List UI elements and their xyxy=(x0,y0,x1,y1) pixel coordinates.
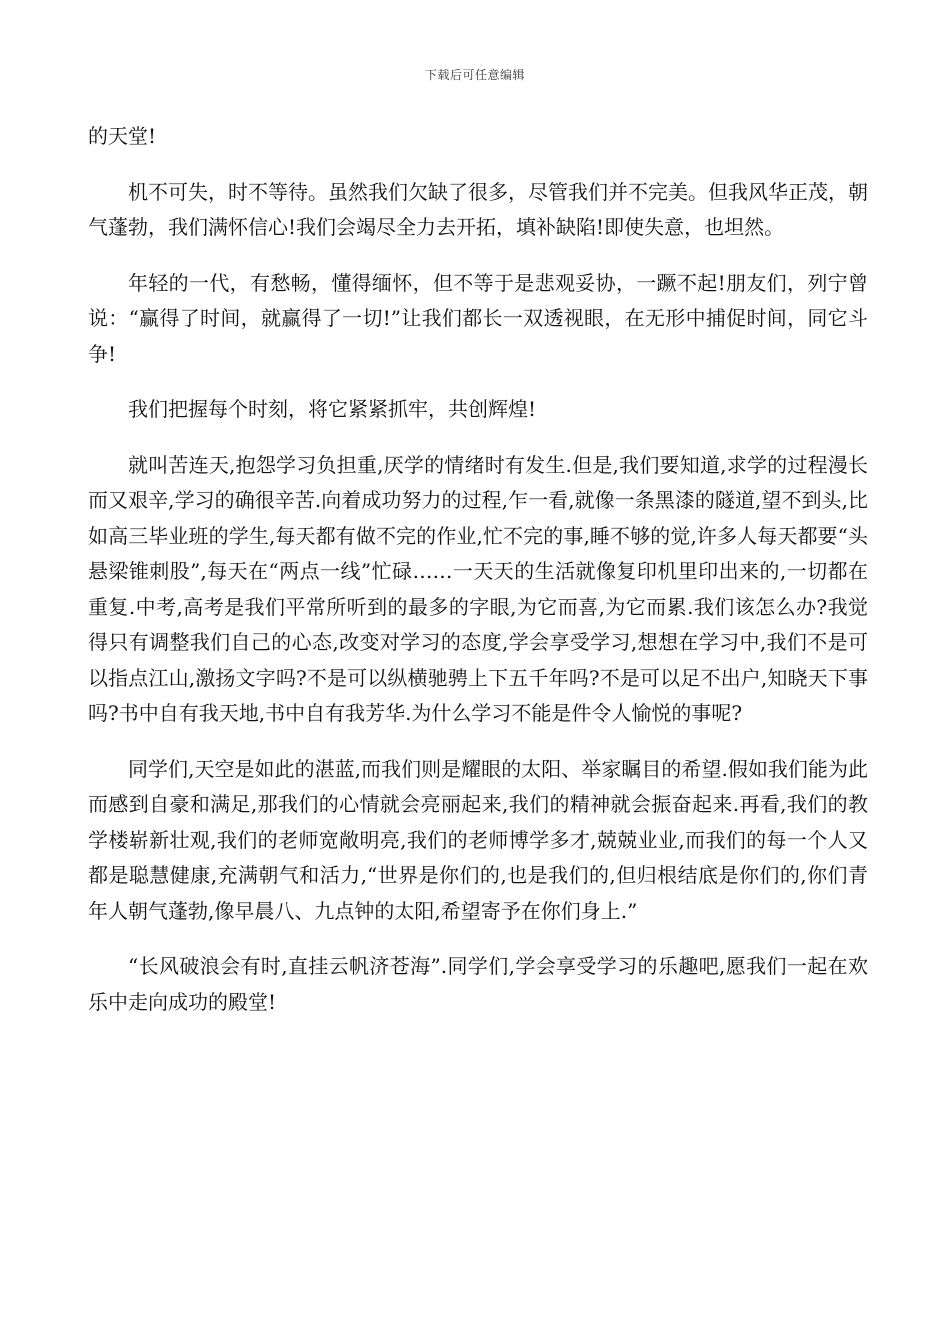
paragraph-5: 就叫苦连天,抱怨学习负担重,厌学的情绪时有发生.但是,我们要知道,求学的过程漫长而又艰辛,学习的确很辛苦.向着成功努力的过程,乍一看,就像一条黑漆的隧道,望不到头,比如高三毕业班的学生,每天都有做不完的作业,忙不完的事,睡不够的觉,许多人每天都要“头悬梁锥刺股”,每天在“两点一线”忙碌……一天天的生活就像复印机里印出来的,一切都在重复.中考,高考是我们平常所听到的最多的字眼,为它而喜,为它而累.我们该怎么办?我觉得只有调整我们自己的心态,改变对学习的态度,学会享受学习,想想在学习中,我们不是可以指点江山,激扬文字吗?不是可以纵横驰骋上下五千年吗?不是可以足不出户,知晓天下事吗?书中自有我天地,书中自有我芳华.为什么学习不能是件令人愉悦的事呢? xyxy=(88,452,868,725)
paragraph-7: “长风破浪会有时,直挂云帆济苍海”.同学们,学会享受学习的乐趣吧,愿我们一起在欢乐中走向成功的殿堂! xyxy=(88,954,868,1014)
paragraph-6: 同学们,天空是如此的湛蓝,而我们则是耀眼的太阳、举家瞩目的希望.假如我们能为此而感到自豪和满足,那我们的心情就会亮丽起来,我们的精神就会振奋起来.再看,我们的教学楼崭新壮观,我们的老师宽敞明亮,我们的老师博学多才,兢兢业业,而我们的每一个人又都是聪慧健康,充满朝气和活力,“世界是你们的,也是我们的,但归根结底是你们的,你们青年人朝气蓬勃,像早晨八、九点钟的太阳,希望寄予在你们身上.” xyxy=(88,756,868,923)
paragraph-1: 的天堂! xyxy=(88,124,157,148)
paragraph-4: 我们把握每个时刻，将它紧紧抓牢，共创辉煌! xyxy=(128,397,537,421)
paragraph-3: 年轻的一代，有愁畅，懂得缅怀，但不等于是悲观妥协，一蹶不起!朋友们，列宁曾说：“赢得了时间，就赢得了一切!”让我们都长一双透视眼，在无形中捕促时间，同它斗争! xyxy=(88,270,868,366)
page-header: 下载后可任意编辑 xyxy=(424,68,525,82)
paragraph-2: 机不可失，时不等待。虽然我们欠缺了很多，尽管我们并不完美。但我风华正茂，朝气蓬勃，我们满怀信心!我们会竭尽全力去开拓，填补缺陷!即使失意，也坦然。 xyxy=(88,179,868,239)
document-body xyxy=(88,119,868,1020)
